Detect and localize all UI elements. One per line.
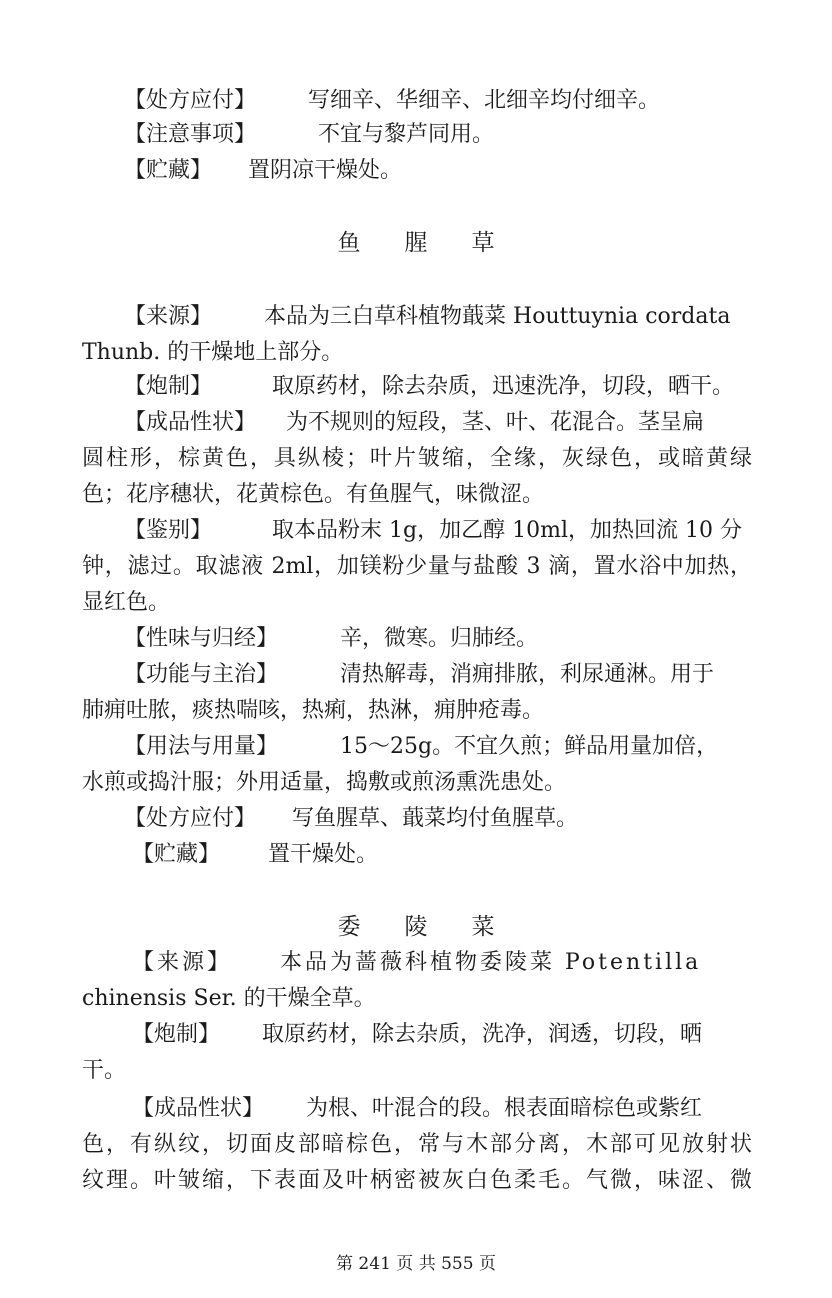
storage-label: 【贮藏】 xyxy=(132,842,221,867)
appearance-label: 【成品性状】 xyxy=(132,1096,265,1121)
appearance-continuation: 纹理。叶皱缩，下表面及叶柄密被灰白色柔毛。气微，味涩、微 xyxy=(82,1168,752,1193)
source-label: 【来源】 xyxy=(132,950,233,975)
title-char: 菜 xyxy=(471,914,495,940)
page-footer: 第 241 页 共 555 页 xyxy=(336,1254,496,1274)
appearance-continuation: 色；花序穗状，花黄棕色。有鱼腥气，味微涩。 xyxy=(82,482,545,507)
caution-row xyxy=(124,118,752,152)
storage-label: 【贮藏】 xyxy=(124,158,213,183)
usage-label: 【用法与用量】 xyxy=(124,734,279,759)
processing-text: 取原药材，除去杂质，洗净，润透，切段，晒 xyxy=(262,1022,703,1047)
source-text: 本品为三白草科植物蕺菜 Houttuynia cordata xyxy=(264,304,731,329)
nature-label: 【性味与归经】 xyxy=(124,626,279,651)
appearance-continuation: 色，有纵纹，切面皮部暗棕色，常与木部分离，木部可见放射状 xyxy=(82,1132,752,1157)
prescription-label: 【处方应付】 xyxy=(124,806,257,831)
section-title-houttuynia xyxy=(0,226,832,260)
title-char: 鱼 xyxy=(337,230,361,256)
nature-row xyxy=(124,622,752,656)
source-continuation: chinensis Ser. 的干燥全草。 xyxy=(82,986,376,1011)
title-char: 草 xyxy=(471,230,495,256)
prescription-text: 写鱼腥草、蕺菜均付鱼腥草。 xyxy=(292,806,579,831)
source-row xyxy=(124,300,752,334)
function-label: 【功能与主治】 xyxy=(124,662,279,687)
processing-row xyxy=(132,1018,752,1052)
source-row xyxy=(132,946,752,980)
usage-continuation: 水煎或捣汁服；外用适量，捣敷或煎汤熏洗患处。 xyxy=(82,770,567,795)
prescription-row xyxy=(124,84,752,118)
processing-label: 【炮制】 xyxy=(124,374,213,399)
function-continuation: 肺痈吐脓，痰热喘咳，热痢，热淋，痈肿疮毒。 xyxy=(82,698,545,723)
nature-text: 辛，微寒。归肺经。 xyxy=(340,626,539,651)
function-row xyxy=(124,658,752,692)
processing-row xyxy=(124,370,752,404)
appearance-continuation: 圆柱形，棕黄色，具纵棱；叶片皱缩，全缘，灰绿色，或暗黄绿 xyxy=(82,446,752,471)
prescription-text: 写细辛、华细辛、北细辛均付细辛。 xyxy=(308,88,661,113)
title-char: 腥 xyxy=(404,230,428,256)
identification-continuation: 钟，滤过。取滤液 2ml，加镁粉少量与盐酸 3 滴，置水浴中加热， xyxy=(82,554,752,579)
title-char: 委 xyxy=(337,914,361,940)
storage-row xyxy=(132,838,752,872)
identification-row xyxy=(124,514,752,548)
caution-text: 不宜与黎芦同用。 xyxy=(318,122,495,147)
storage-text: 置干燥处。 xyxy=(268,842,379,867)
prescription-row xyxy=(124,802,752,836)
processing-continuation: 干。 xyxy=(82,1058,127,1083)
identification-text: 取本品粉末 1g，加乙醇 10ml，加热回流 10 分 xyxy=(272,518,742,543)
section-title-potentilla xyxy=(0,910,832,944)
storage-row xyxy=(124,154,752,188)
prescription-label: 【处方应付】 xyxy=(124,88,257,113)
function-text: 清热解毒，消痈排脓，利尿通淋。用于 xyxy=(340,662,715,687)
appearance-row xyxy=(132,1092,752,1126)
caution-label: 【注意事项】 xyxy=(124,122,257,147)
source-text: 本品为蔷薇科植物委陵菜 Potentilla xyxy=(280,950,702,975)
processing-label: 【炮制】 xyxy=(132,1022,221,1047)
processing-text: 取原药材，除去杂质，迅速洗净，切段，晒干。 xyxy=(272,374,735,399)
appearance-text: 为不规则的短段，茎、叶、花混合。茎呈扁 xyxy=(286,410,705,435)
appearance-text: 为根、叶混合的段。根表面暗棕色或紫红 xyxy=(306,1096,703,1121)
identification-label: 【鉴别】 xyxy=(124,518,213,543)
storage-text: 置阴凉干燥处。 xyxy=(248,158,403,183)
source-continuation: Thunb. 的干燥地上部分。 xyxy=(82,340,344,365)
title-char: 陵 xyxy=(404,914,428,940)
identification-continuation: 显红色。 xyxy=(82,590,171,615)
usage-text: 15～25g。不宜久煎；鲜品用量加倍， xyxy=(340,734,719,759)
appearance-row xyxy=(124,406,752,440)
appearance-label: 【成品性状】 xyxy=(124,410,257,435)
source-label: 【来源】 xyxy=(124,304,213,329)
usage-row xyxy=(124,730,752,764)
